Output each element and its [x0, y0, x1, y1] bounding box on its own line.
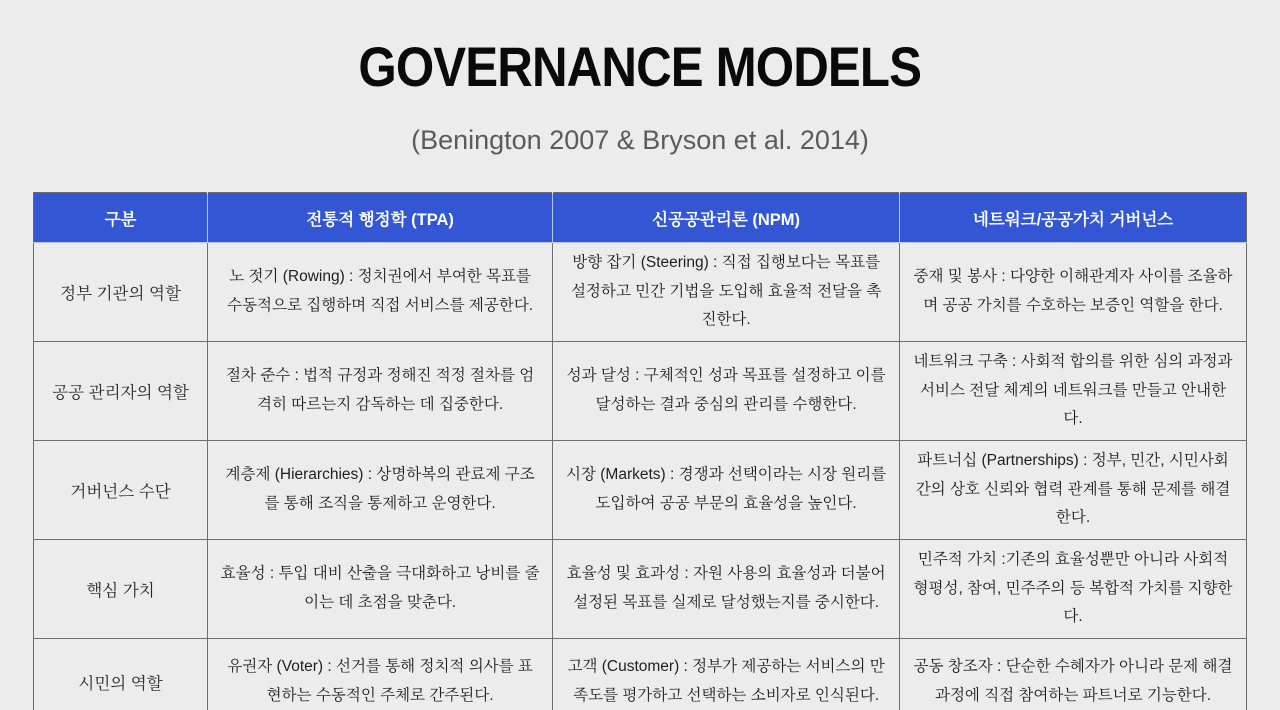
table-row-core-values — [34, 540, 1247, 639]
table-header-row — [34, 193, 1247, 243]
npm-cell: 성과 달성 : 구체적인 성과 목표를 설정하고 이를 달성하는 결과 중심의 관리를 수행한다. — [553, 342, 900, 441]
network-cell: 파트너십 (Partnerships) : 정부, 민간, 시민사회 간의 상호 신뢰와 협력 관계를 통해 문제를 해결한다. — [900, 441, 1247, 540]
page-subtitle: (Benington 2007 & Bryson et al. 2014) — [411, 125, 869, 155]
column-header-tpa: 전통적 행정학 (TPA) — [208, 193, 553, 243]
npm-cell: 고객 (Customer) : 정부가 제공하는 서비스의 만족도를 평가하고 선택하는 소비자로 인식된다. — [553, 639, 900, 710]
npm-cell: 효율성 및 효과성 : 자원 사용의 효율성과 더불어 설정된 목표를 실제로 달성했는지를 중시한다. — [553, 540, 900, 639]
row-label: 시민의 역할 — [34, 639, 208, 710]
table-row-manager-role — [34, 342, 1247, 441]
table-row-government-role — [34, 243, 1247, 342]
tpa-cell: 효율성 : 투입 대비 산출을 극대화하고 낭비를 줄이는 데 초점을 맞춘다. — [208, 540, 553, 639]
npm-cell: 방향 잡기 (Steering) : 직접 집행보다는 목표를 설정하고 민간 기법을 도입해 효율적 전달을 촉진한다. — [553, 243, 900, 342]
slide-page — [0, 34, 1280, 710]
page-title-text: GOVERNANCE MODELS — [358, 35, 922, 98]
table-row-governance-means — [34, 441, 1247, 540]
tpa-cell: 계층제 (Hierarchies) : 상명하복의 관료제 구조를 통해 조직을 통제하고 운영한다. — [208, 441, 553, 540]
network-cell: 공동 창조자 : 단순한 수혜자가 아니라 문제 해결 과정에 직접 참여하는 파트너로 기능한다. — [900, 639, 1247, 710]
network-cell: 민주적 가치 :기존의 효율성뿐만 아니라 사회적 형평성, 참여, 민주주의 등 복합적 가치를 지향한다. — [900, 540, 1247, 639]
row-label: 핵심 가치 — [34, 540, 208, 639]
tpa-cell: 노 젓기 (Rowing) : 정치권에서 부여한 목표를 수동적으로 집행하며 직접 서비스를 제공한다. — [208, 243, 553, 342]
tpa-cell: 유권자 (Voter) : 선거를 통해 정치적 의사를 표현하는 수동적인 주체로 간주된다. — [208, 639, 553, 710]
row-label: 정부 기관의 역할 — [34, 243, 208, 342]
governance-models-table — [33, 192, 1247, 710]
page-title — [0, 34, 1280, 99]
table-row-citizen-role — [34, 639, 1247, 710]
row-label: 공공 관리자의 역할 — [34, 342, 208, 441]
network-cell: 중재 및 봉사 : 다양한 이해관계자 사이를 조율하며 공공 가치를 수호하는 보증인 역할을 한다. — [900, 243, 1247, 342]
tpa-cell: 절차 준수 : 법적 규정과 정해진 적정 절차를 엄격히 따르는지 감독하는 데 집중한다. — [208, 342, 553, 441]
column-header-network: 네트워크/공공가치 거버넌스 — [900, 193, 1247, 243]
column-header-npm: 신공공관리론 (NPM) — [553, 193, 900, 243]
column-header-category: 구분 — [34, 193, 208, 243]
network-cell: 네트워크 구축 : 사회적 합의를 위한 심의 과정과 서비스 전달 체계의 네트워크를 만들고 안내한다. — [900, 342, 1247, 441]
npm-cell: 시장 (Markets) : 경쟁과 선택이라는 시장 원리를 도입하여 공공 부문의 효율성을 높인다. — [553, 441, 900, 540]
row-label: 거버넌스 수단 — [34, 441, 208, 540]
